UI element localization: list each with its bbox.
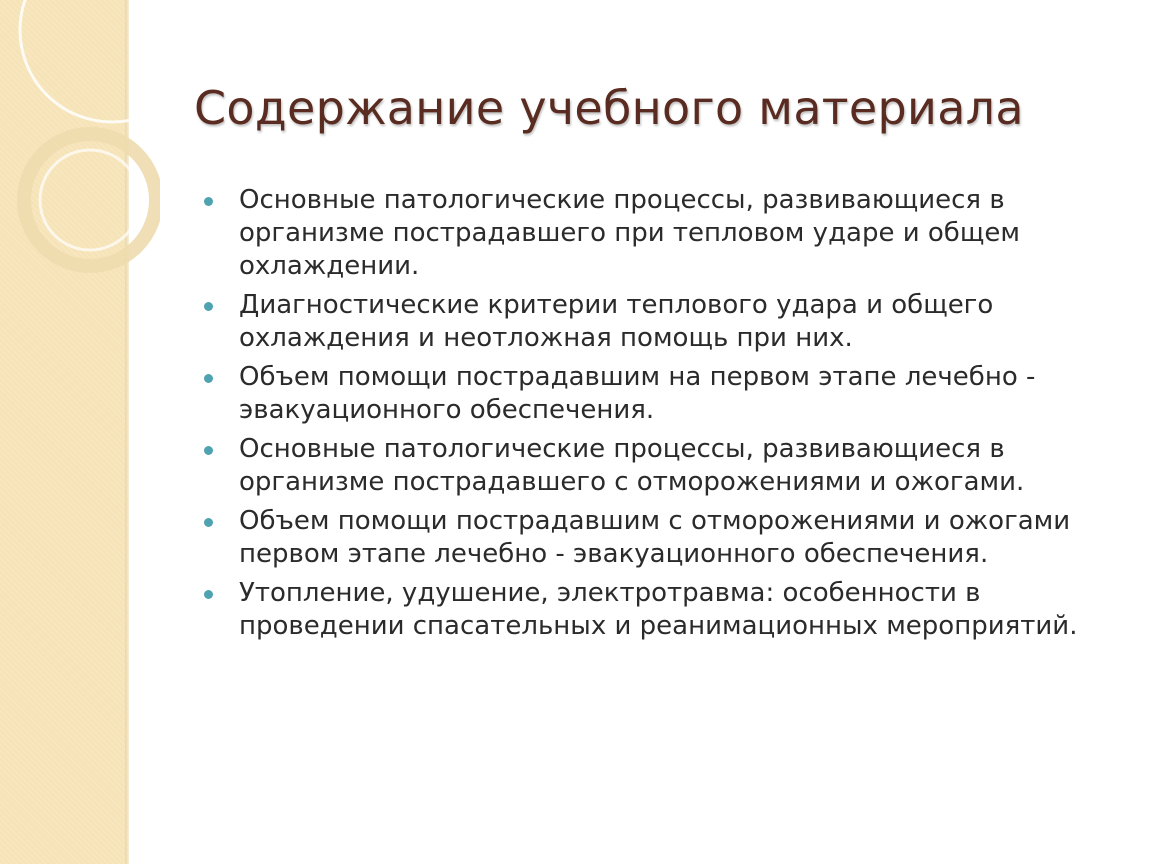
bullet-icon <box>204 518 213 527</box>
bullet-list <box>200 184 1115 643</box>
list-item-text: Объем помощи пострадавшим с отморожениями и ожогами первом этапе лечебно - эвакуационного обеспечения. <box>239 506 1071 569</box>
list-item <box>200 505 1115 571</box>
list-item-text: Основные патологические процессы, развивающиеся в организме пострадавшего с отморожениями и ожогами. <box>239 434 1025 497</box>
bullet-icon <box>204 374 213 383</box>
list-item <box>200 184 1115 283</box>
decorative-ring-inner <box>40 150 140 250</box>
slide-content <box>200 184 1115 649</box>
list-item-text: Основные патологические процессы, развивающиеся в организме пострадавшего при тепловом ударе и общем охлаждении. <box>239 185 1020 281</box>
list-item <box>200 433 1115 499</box>
list-item <box>200 361 1115 427</box>
bullet-icon <box>204 590 213 599</box>
decorative-ring-outer <box>24 134 156 266</box>
bullet-icon <box>204 302 213 311</box>
bullet-icon <box>204 446 213 455</box>
list-item-text: Объем помощи пострадавшим на первом этапе лечебно - эвакуационного обеспечения. <box>239 362 1036 425</box>
slide-title: Содержание учебного материала <box>194 81 1024 135</box>
list-item-text: Утопление, удушение, электротравма: особенности в проведении спасательных и реанимационных мероприятий. <box>239 578 1078 641</box>
decorative-circles <box>0 0 160 300</box>
decorative-circle-large <box>20 0 160 122</box>
list-item-text: Диагностические критерии теплового удара и общего охлаждения и неотложная помощь при них. <box>239 290 994 353</box>
list-item <box>200 577 1115 643</box>
bullet-icon <box>204 197 213 206</box>
list-item <box>200 289 1115 355</box>
